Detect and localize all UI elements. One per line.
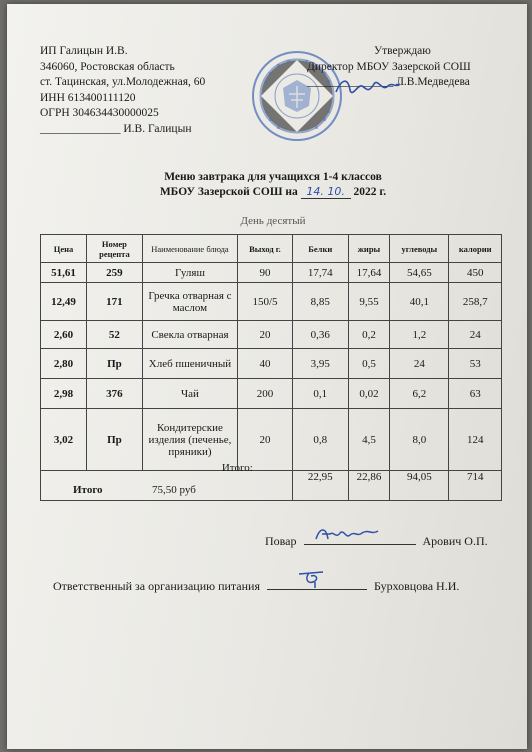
totals-row	[41, 471, 502, 501]
table-row	[41, 349, 502, 379]
total-price: 75,50 руб	[152, 484, 196, 496]
supplier-address-1: 346060, Ростовская область	[40, 60, 175, 73]
cook-signature-icon	[312, 525, 382, 543]
cell-kcal: 24	[449, 321, 502, 349]
supplier-signature-line: ______________ И.В. Галицын	[40, 122, 192, 135]
cell-protein: 0,36	[292, 321, 348, 349]
cell-protein: 0,1	[292, 379, 348, 409]
cell-dish-name: Гречка отварная с маслом	[142, 283, 237, 321]
cell-price: 2,80	[41, 349, 87, 379]
cell-kcal: 63	[449, 379, 502, 409]
cell-fat: 9,55	[348, 283, 390, 321]
total-carbs: 94,05	[390, 471, 449, 501]
table-row	[41, 283, 502, 321]
supplier-address-2: ст. Тацинская, ул.Молодежная, 60	[40, 76, 206, 89]
menu-table	[40, 234, 502, 501]
cell-kcal: 124	[449, 409, 502, 471]
col-protein-header: Белки	[292, 235, 348, 263]
total-kcal: 714	[449, 471, 502, 501]
responsible-signature-line	[267, 577, 367, 590]
cell-kcal: 450	[449, 263, 502, 283]
cell-dish-name: Хлеб пшеничный	[142, 349, 237, 379]
menu-day: День десятый	[240, 215, 306, 227]
table-row	[41, 263, 502, 283]
cell-fat: 0,02	[348, 379, 390, 409]
cell-kcal: 53	[449, 349, 502, 379]
cell-price: 51,61	[41, 263, 87, 283]
cell-yield: 20	[238, 321, 293, 349]
supplier-ogrn: ОГРН 304634430000025	[40, 107, 159, 120]
cell-carbs: 54,65	[390, 263, 449, 283]
cell-yield: 20	[238, 409, 293, 471]
cell-price: 3,02	[41, 409, 87, 471]
col-fat-header: жиры	[348, 235, 390, 263]
cook-name: Арович О.П.	[422, 534, 488, 548]
menu-title: Меню завтрака для учащихся 1-4 классов	[164, 171, 382, 183]
table-header-row	[41, 235, 502, 263]
cell-fat: 0,5	[348, 349, 390, 379]
col-recipe-header: Номер рецепта	[86, 235, 142, 263]
cell-dish-name: Гуляш	[142, 263, 237, 283]
responsible-label: Ответственный за организацию питания	[53, 579, 260, 593]
cell-price: 2,98	[41, 379, 87, 409]
cook-signature-block	[265, 532, 488, 549]
responsible-signature-icon	[293, 568, 333, 588]
director-signature-icon	[332, 74, 402, 100]
approver-title: Директор МБОУ Зазерской СОШ	[307, 60, 471, 73]
cell-carbs: 8,0	[390, 409, 449, 471]
cell-recipe: 259	[86, 263, 142, 283]
cell-carbs: 6,2	[390, 379, 449, 409]
total-fat: 22,86	[348, 471, 390, 501]
cell-yield: 150/5	[238, 283, 293, 321]
col-price-header: Цена	[41, 235, 87, 263]
cook-signature-line	[304, 532, 416, 545]
col-name-header: Наименование блюда	[142, 235, 237, 263]
cell-protein: 17,74	[292, 263, 348, 283]
cell-price: 12,49	[41, 283, 87, 321]
responsible-signature-block	[53, 577, 459, 594]
cell-recipe: Пр	[86, 409, 142, 471]
date-field	[301, 185, 351, 199]
table-row	[41, 321, 502, 349]
cell-fat: 0,2	[348, 321, 390, 349]
cell-fat: 17,64	[348, 263, 390, 283]
cell-protein: 8,85	[292, 283, 348, 321]
handwritten-date: 14. 10.	[306, 185, 345, 198]
cell-yield: 40	[238, 349, 293, 379]
cell-dish-name: Кондитерские изделия (печенье, пряники)	[142, 409, 237, 471]
cook-label: Повар	[265, 534, 297, 548]
cell-carbs: 24	[390, 349, 449, 379]
col-carbs-header: углеводы	[390, 235, 449, 263]
total-label: Итого	[73, 484, 103, 496]
document-page	[7, 4, 527, 749]
cell-carbs: 40,1	[390, 283, 449, 321]
total-protein: 22,95	[292, 471, 348, 501]
menu-year: 2022 г.	[353, 186, 387, 198]
cell-dish-name: Чай	[142, 379, 237, 409]
school-name: МБОУ Зазерской СОШ на	[159, 186, 298, 198]
cell-protein: 3,95	[292, 349, 348, 379]
cell-fat: 4,5	[348, 409, 390, 471]
responsible-name: Бурховцова Н.И.	[374, 579, 460, 593]
cell-recipe: Пр	[86, 349, 142, 379]
table-row	[41, 379, 502, 409]
cell-recipe: 171	[86, 283, 142, 321]
col-yield-header: Выход г.	[238, 235, 293, 263]
cell-protein: 0,8	[292, 409, 348, 471]
total-price-cell	[41, 462, 293, 501]
approval-label: Утверждаю	[374, 45, 431, 57]
supplier-block	[40, 44, 205, 138]
supplier-inn: ИНН 613400111120	[40, 91, 136, 104]
approver-signature-line: _______________ Л.В.Медведева	[307, 76, 470, 89]
cell-yield: 200	[238, 379, 293, 409]
cell-recipe: 376	[86, 379, 142, 409]
cell-kcal: 258,7	[449, 283, 502, 321]
cell-recipe: 52	[86, 321, 142, 349]
table-row	[41, 409, 502, 471]
itogo-label: Итого:	[221, 462, 253, 474]
cell-yield: 90	[238, 263, 293, 283]
cell-dish-name: Свекла отварная	[142, 321, 237, 349]
col-kcal-header: калории	[449, 235, 502, 263]
cell-price: 2,60	[41, 321, 87, 349]
menu-subtitle	[7, 185, 532, 199]
cell-carbs: 1,2	[390, 321, 449, 349]
supplier-name: ИП Галицын И.В.	[40, 45, 128, 57]
